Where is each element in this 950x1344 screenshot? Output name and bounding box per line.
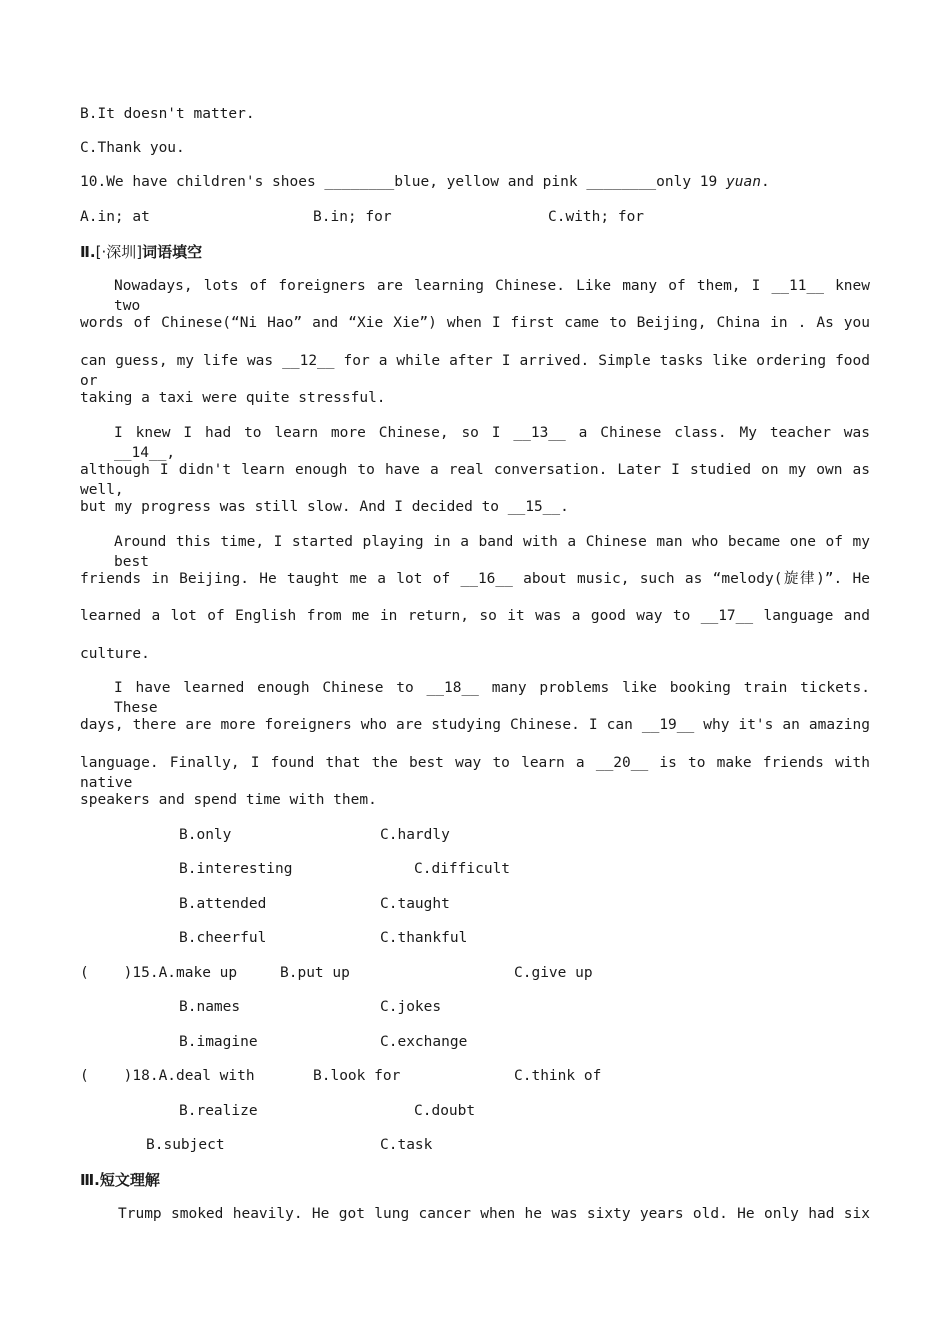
question-18-option-a: ( )18.A.deal with: [80, 1068, 255, 1084]
passage-line: but my progress was still slow. And I decided to __15__.: [80, 499, 569, 515]
option-c: C.jokes: [380, 999, 442, 1015]
passage-line: can guess, my life was __12__ for a while after I arrived. Simple tasks like ordering food or: [80, 353, 870, 389]
option-b: B.cheerful: [179, 930, 267, 946]
option-c: C.difficult: [414, 861, 511, 877]
option-c: C.give up: [514, 965, 593, 981]
q10-option-c: C.with; for: [548, 209, 645, 225]
q9-option-c: C.Thank you.: [80, 140, 185, 156]
option-b: B.names: [179, 999, 241, 1015]
q10-option-a: A.in; at: [80, 209, 150, 225]
question-15-option-a: ( )15.A.make up: [80, 965, 238, 981]
option-c: C.hardly: [380, 827, 450, 843]
option-b: B.put up: [280, 965, 350, 981]
section-2-heading: [80, 242, 202, 262]
option-c: C.think of: [514, 1068, 602, 1084]
passage-3-line: Trump smoked heavily. He got lung cancer when he was sixty years old. He only had six: [118, 1206, 870, 1222]
passage-line: although I didn't learn enough to have a real conversation. Later I studied on my own as well,: [80, 462, 870, 498]
passage-line: language. Finally, I found that the best way to learn a __20__ is to make friends with native: [80, 755, 870, 791]
option-c: C.thankful: [380, 930, 468, 946]
q10-stem-text: 10.We have children's shoes ________blue, yellow and pink ________only 19: [80, 174, 727, 190]
option-b: B.interesting: [179, 861, 293, 877]
passage-line: taking a taxi were quite stressful.: [80, 390, 386, 406]
section-2-title: 词语填空: [142, 243, 203, 261]
passage-line: Nowadays, lots of foreigners are learning Chinese. Like many of them, I __11__ knew two: [114, 278, 870, 314]
option-c: C.task: [380, 1137, 433, 1153]
passage-line: Around this time, I started playing in a band with a Chinese man who became one of my best: [114, 534, 870, 570]
passage-line: speakers and spend time with them.: [80, 792, 377, 808]
passage-line: learned a lot of English from me in return, so it was a good way to __17__ language and: [80, 608, 870, 624]
section-2-number: Ⅱ.: [80, 243, 96, 261]
option-b: B.look for: [313, 1068, 401, 1084]
option-c: C.taught: [380, 896, 450, 912]
q9-option-b: B.It doesn't matter.: [80, 106, 255, 122]
section-2-source: [·深圳]: [95, 243, 143, 261]
q10-option-b: B.in; for: [313, 209, 392, 225]
option-c: C.exchange: [380, 1034, 468, 1050]
option-c: C.doubt: [414, 1103, 476, 1119]
passage-line: days, there are more foreigners who are studying Chinese. I can __19__ why it's an amazing: [80, 717, 870, 733]
option-b: B.subject: [146, 1137, 225, 1153]
passage-line: words of Chinese(“Ni Hao” and “Xie Xie”) when I first came to Beijing, China in . As you: [80, 315, 870, 331]
q10-stem: [80, 172, 770, 192]
q10-stem-end: .: [760, 174, 770, 190]
passage-line: culture.: [80, 646, 150, 662]
option-b: B.imagine: [179, 1034, 258, 1050]
passage-line: friends in Beijing. He taught me a lot of __16__ about music, such as “melody(旋律)”. He: [80, 571, 870, 587]
section-3-heading: Ⅲ.短文理解: [80, 1171, 160, 1189]
passage-line: I knew I had to learn more Chinese, so I __13__ a Chinese class. My teacher was __14__,: [114, 425, 870, 461]
q10-stem-yuan: yuan: [726, 174, 761, 190]
option-b: B.realize: [179, 1103, 258, 1119]
passage-line: I have learned enough Chinese to __18__ many problems like booking train tickets. These: [114, 680, 870, 716]
option-b: B.only: [179, 827, 232, 843]
option-b: B.attended: [179, 896, 267, 912]
